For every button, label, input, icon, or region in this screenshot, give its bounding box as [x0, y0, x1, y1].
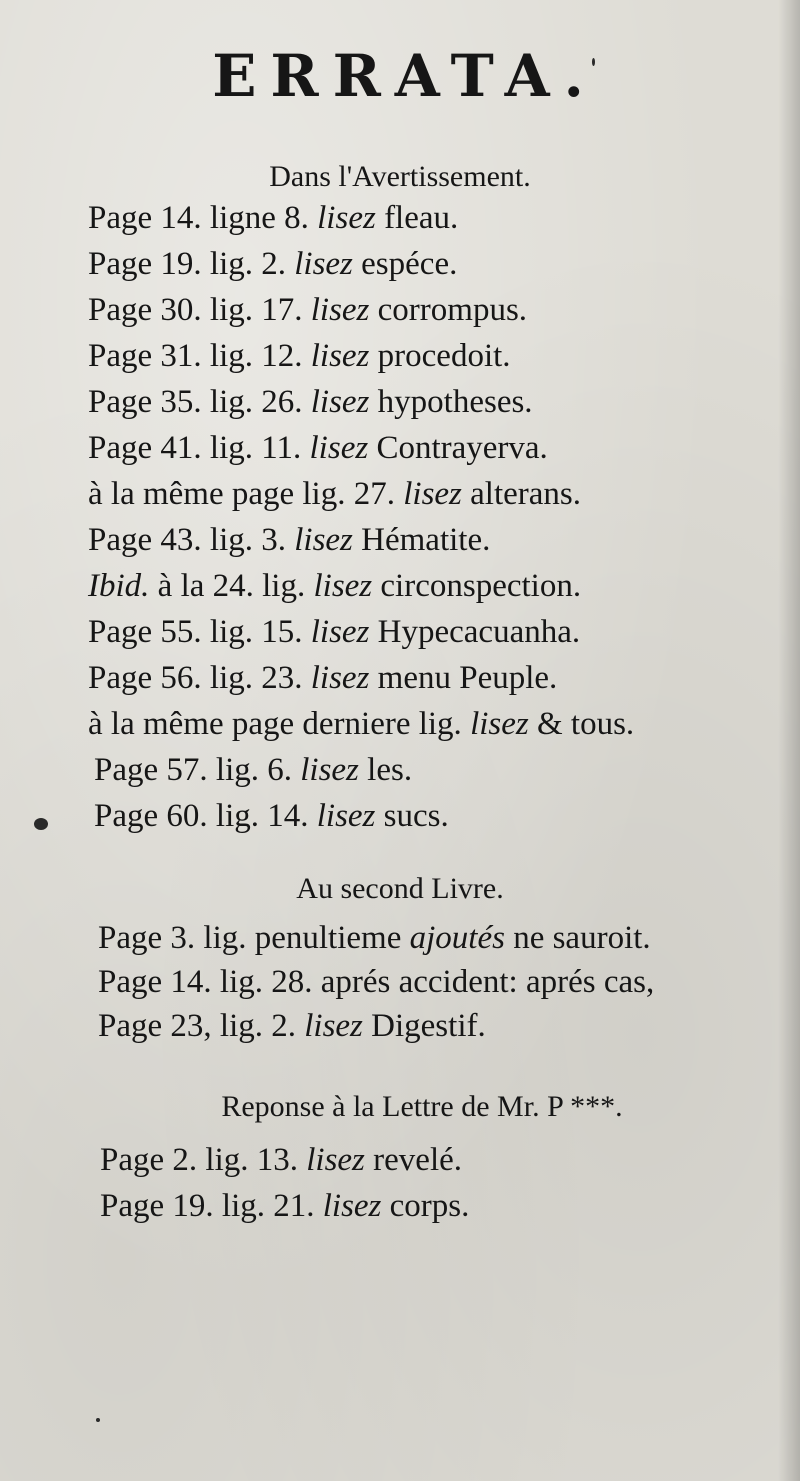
- section-heading: Reponse à la Lettre de Mr. P ***.: [221, 1090, 623, 1123]
- line-reference: Page 31. lig. 12.: [88, 338, 303, 374]
- errata-line: [88, 198, 458, 238]
- line-correction: & tous.: [536, 706, 635, 742]
- errata-line: [100, 1140, 462, 1180]
- line-italic: lisez: [316, 798, 376, 834]
- errata-line: [88, 704, 634, 744]
- line-correction: corps.: [389, 1188, 470, 1224]
- line-reference: Page 3. lig. penultieme: [98, 920, 402, 956]
- line-correction: ne sauroit.: [513, 920, 651, 956]
- errata-line: [88, 428, 548, 468]
- line-reference: Page 55. lig. 15.: [88, 614, 303, 650]
- errata-line: [94, 796, 449, 836]
- line-reference: Page 41. lig. 11.: [88, 430, 302, 466]
- line-reference: Page 14. ligne 8.: [88, 200, 309, 236]
- line-italic: lisez: [294, 246, 353, 282]
- line-italic: ajoutés: [409, 920, 505, 956]
- line-correction: corrompus.: [377, 292, 528, 328]
- line-correction: espéce.: [361, 246, 458, 282]
- line-reference: Page 2. lig. 13.: [100, 1142, 298, 1178]
- line-correction: circonspection.: [380, 568, 582, 604]
- line-italic: lisez: [294, 522, 353, 558]
- line-reference: Page 14. lig. 28. aprés accident: aprés cas,: [98, 964, 655, 1000]
- line-reference: Page 19. lig. 21.: [100, 1188, 315, 1224]
- errata-line: [88, 244, 457, 284]
- line-correction: fleau.: [384, 200, 459, 236]
- line-italic: lisez: [310, 338, 370, 374]
- errata-line: [100, 1186, 469, 1226]
- line-reference: à la 24. lig.: [157, 568, 306, 604]
- line-correction: alterans.: [470, 476, 582, 512]
- line-reference: Page 30. lig. 17.: [88, 292, 303, 328]
- line-ibid: Ibid.: [88, 568, 150, 604]
- errata-line: [98, 1006, 486, 1046]
- line-correction: sucs.: [383, 798, 449, 834]
- errata-line: [88, 566, 581, 606]
- line-italic: lisez: [322, 1188, 382, 1224]
- line-italic: lisez: [309, 430, 369, 466]
- line-italic: lisez: [313, 568, 373, 604]
- errata-line: [88, 520, 490, 560]
- line-reference: Page 57. lig. 6.: [94, 752, 292, 788]
- line-italic: lisez: [310, 614, 370, 650]
- line-italic: lisez: [317, 200, 376, 236]
- page-edge-shadow: [778, 0, 800, 1481]
- line-reference: Page 56. lig. 23.: [88, 660, 303, 696]
- section-heading: Au second Livre.: [296, 872, 504, 905]
- line-reference: à la même page derniere lig.: [88, 706, 462, 742]
- page-title: ERRATA.: [212, 42, 598, 110]
- line-italic: lisez: [310, 384, 370, 420]
- line-reference: Page 19. lig. 2.: [88, 246, 286, 282]
- line-italic: lisez: [403, 476, 462, 512]
- line-correction: revelé.: [373, 1142, 463, 1178]
- line-correction: menu Peuple.: [377, 660, 558, 696]
- errata-line: [88, 336, 511, 376]
- line-correction: Hypecacuanha.: [377, 614, 581, 650]
- line-correction: hypotheses.: [377, 384, 533, 420]
- line-italic: lisez: [304, 1008, 363, 1044]
- line-correction: les.: [367, 752, 413, 788]
- line-correction: procedoit.: [377, 338, 511, 374]
- line-reference: Page 43. lig. 3.: [88, 522, 286, 558]
- line-reference: Page 23, lig. 2.: [98, 1008, 296, 1044]
- line-italic: lisez: [310, 660, 370, 696]
- errata-line: [94, 750, 412, 790]
- line-italic: lisez: [470, 706, 529, 742]
- section-heading: Dans l'Avertissement.: [269, 160, 531, 193]
- line-italic: lisez: [300, 752, 359, 788]
- line-reference: à la même page lig. 27.: [88, 476, 395, 512]
- ink-speck: [96, 1418, 100, 1422]
- errata-line: [98, 918, 651, 958]
- errata-line: [88, 612, 580, 652]
- line-reference: Page 35. lig. 26.: [88, 384, 303, 420]
- line-correction: Hématite.: [361, 522, 491, 558]
- line-italic: lisez: [310, 292, 370, 328]
- line-reference: Page 60. lig. 14.: [94, 798, 309, 834]
- errata-line: [88, 290, 527, 330]
- line-correction: Digestif.: [371, 1008, 486, 1044]
- errata-line: [98, 962, 654, 1002]
- errata-line: [88, 382, 533, 422]
- line-italic: lisez: [306, 1142, 365, 1178]
- line-correction: Contrayerva.: [376, 430, 548, 466]
- errata-line: [88, 474, 581, 514]
- errata-line: [88, 658, 557, 698]
- ink-speck: [34, 818, 48, 830]
